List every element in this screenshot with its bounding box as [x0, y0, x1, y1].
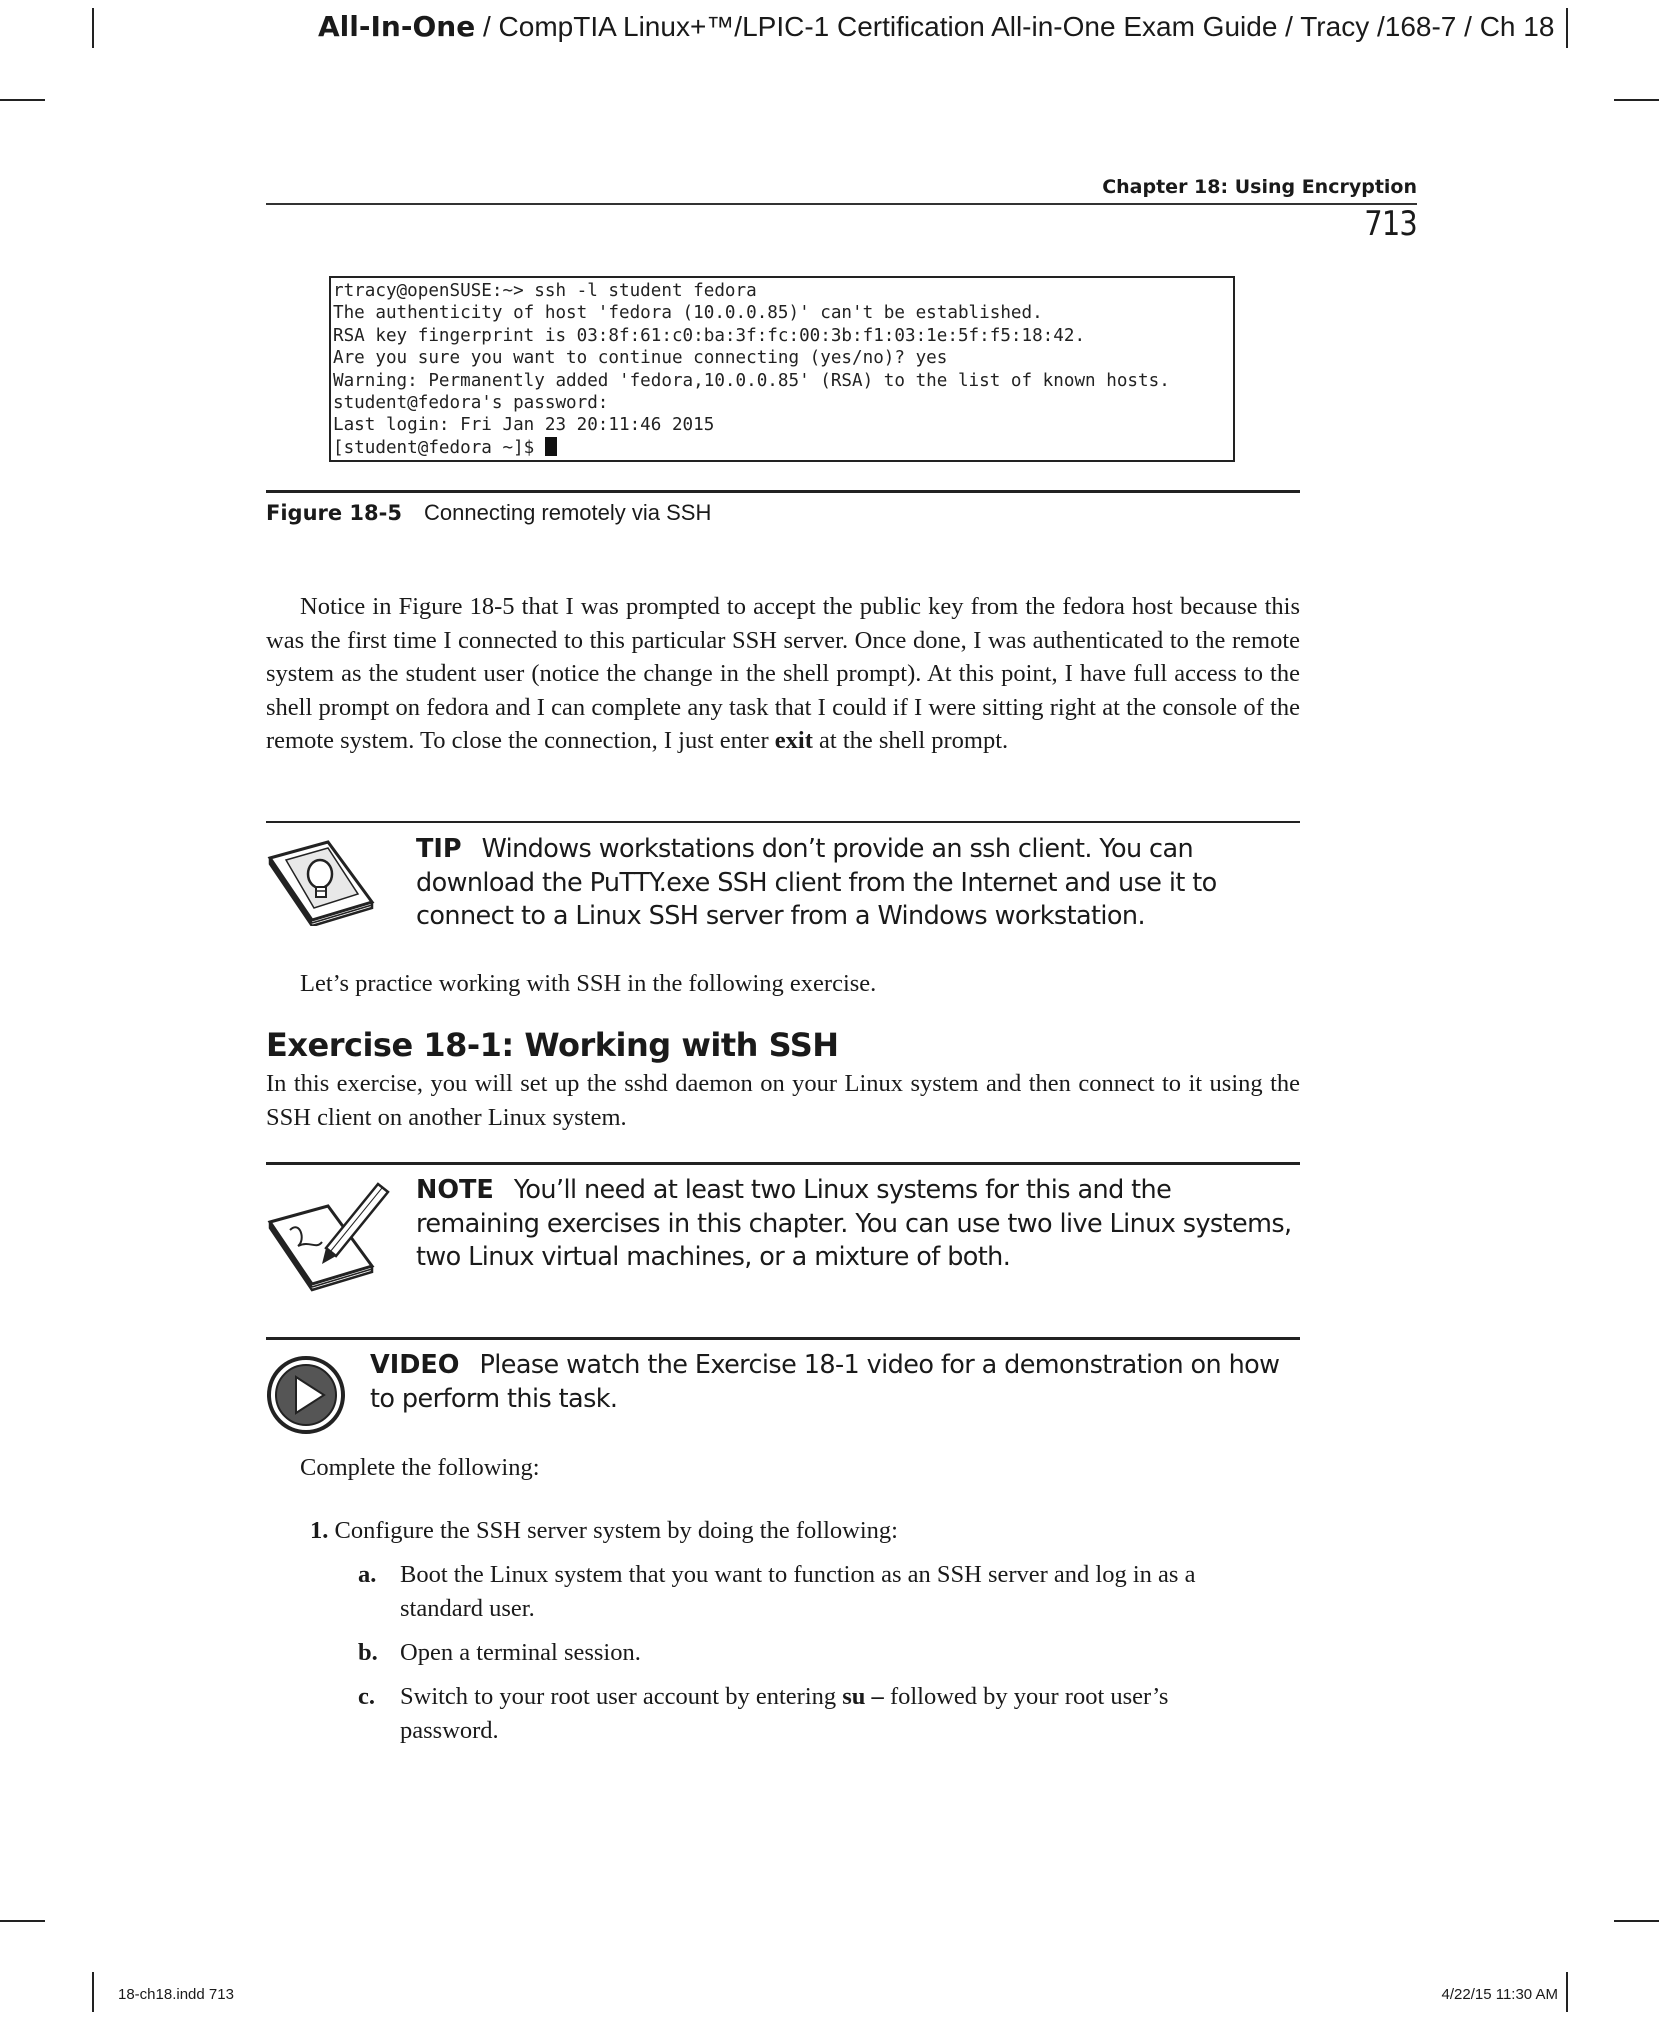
terminal-line: student@fedora's password:	[333, 393, 609, 414]
crop-mark	[1614, 1920, 1659, 1922]
callout-rule	[266, 1162, 1300, 1165]
page-number: 713	[1364, 204, 1417, 244]
inline-command: exit	[774, 727, 813, 754]
note-text: You’ll need at least two Linux systems for this and the remaining exercises in this chapter. You can use two live Linux systems, two Linux virtual machines, or a mixture of both.	[416, 1175, 1292, 1272]
inline-command: su –	[842, 1683, 884, 1710]
header-rule	[266, 203, 1417, 205]
figure-caption-text: Connecting remotely via SSH	[424, 500, 712, 525]
list-text: Configure the SSH server system by doing the following:	[334, 1517, 898, 1544]
sub-list-item	[358, 1680, 1258, 1747]
crop-mark	[0, 1920, 45, 1922]
series-name: All-In-One	[318, 10, 476, 43]
sub-list-text: Open a terminal session.	[400, 1639, 641, 1666]
terminal-line: RSA key fingerprint is 03:8f:61:c0:ba:3f:fc:00:3b:f1:03:1e:5f:f5:18:42.	[333, 325, 1086, 346]
video-play-icon	[266, 1355, 346, 1435]
terminal-line: Warning: Permanently added 'fedora,10.0.0.85' (RSA) to the list of known hosts.	[333, 370, 1170, 391]
video-callout	[370, 1349, 1296, 1416]
tip-text: Windows workstations don’t provide an ssh client. You can download the PuTTY.exe SSH client from the Internet and use it to connect to a Linux SSH server from a Windows workstation.	[416, 834, 1217, 931]
body-paragraph: Complete the following:	[300, 1454, 540, 1481]
exercise-heading: Exercise 18-1: Working with SSH	[266, 1026, 839, 1064]
footer-date-slug: 4/22/15 11:30 AM	[1441, 1986, 1558, 2003]
callout-rule	[266, 1337, 1300, 1340]
book-title: / CompTIA Linux+™/LPIC-1 Certification All-in-One Exam Guide / Tracy /168-7 / Ch 18	[475, 11, 1555, 42]
list-number: 1.	[310, 1517, 329, 1544]
sub-list-text	[400, 1680, 1258, 1747]
sub-list-text-part: Switch to your root user account by entering	[400, 1683, 843, 1710]
note-callout	[416, 1174, 1296, 1275]
sub-list-letter: c.	[358, 1683, 375, 1710]
figure-caption	[266, 500, 711, 526]
body-paragraph	[266, 590, 1300, 758]
tip-callout	[416, 833, 1296, 934]
crop-mark	[92, 1972, 94, 2012]
crop-mark	[1566, 1972, 1568, 2012]
tip-label: TIP	[416, 834, 462, 864]
crop-mark	[92, 8, 94, 48]
cursor-block	[545, 437, 557, 456]
figure-label: Figure 18-5	[266, 501, 402, 525]
terminal-line: rtracy@openSUSE:~> ssh -l student fedora	[333, 281, 757, 301]
list-item	[310, 1514, 1270, 1548]
terminal-line: Last login: Fri Jan 23 20:11:46 2015	[333, 415, 715, 436]
running-head	[318, 10, 1554, 43]
crop-mark	[1566, 8, 1568, 48]
callout-rule	[266, 821, 1300, 823]
footer-file-slug: 18-ch18.indd 713	[118, 1986, 234, 2003]
sub-list-letter: a.	[358, 1561, 377, 1588]
sub-list-item	[358, 1636, 1258, 1670]
chapter-title: Chapter 18: Using Encryption	[1102, 176, 1417, 198]
note-label: NOTE	[416, 1175, 494, 1205]
crop-mark	[0, 99, 45, 101]
exercise-intro: In this exercise, you will set up the sshd daemon on your Linux system and then connect to it using the SSH client on another Linux system.	[266, 1070, 1300, 1131]
video-text: Please watch the Exercise 18-1 video for a demonstration on how to perform this task.	[370, 1350, 1280, 1414]
terminal-screenshot	[329, 276, 1235, 462]
terminal-prompt-line	[333, 437, 1231, 459]
crop-mark	[1614, 99, 1659, 101]
terminal-line: Are you sure you want to continue connecting (yes/no)? yes	[333, 348, 948, 369]
body-paragraph: Let’s practice working with SSH in the following exercise.	[300, 970, 877, 997]
lightbulb-icon	[266, 836, 376, 926]
paragraph-text: at the shell prompt.	[812, 727, 1009, 754]
figure-rule	[266, 490, 1300, 493]
pencil-note-icon	[266, 1180, 396, 1300]
sub-list-letter: b.	[358, 1639, 378, 1666]
sub-list-text: Boot the Linux system that you want to function as an SSH server and log in as a standard user.	[400, 1561, 1196, 1622]
paragraph-text: Notice in Figure 18-5 that I was prompted to accept the public key from the fedora host because this was the first time I connected to this particular SSH server. Once done, I was authenticated to the remote system as the student user (notice the change in the shell prompt). At this point, I have full access to the shell prompt on fedora and I can complete any task that I could if I were sitting right at the console of the remote system. To close the connection, I just enter	[266, 593, 1300, 754]
sub-list-item	[358, 1558, 1258, 1625]
terminal-prompt: [student@fedora ~]$	[333, 437, 545, 458]
video-label: VIDEO	[370, 1350, 460, 1380]
terminal-line: The authenticity of host 'fedora (10.0.0.85)' can't be established.	[333, 303, 1043, 324]
sub-list-text-part: followed by your root user’s password.	[400, 1683, 1169, 1744]
